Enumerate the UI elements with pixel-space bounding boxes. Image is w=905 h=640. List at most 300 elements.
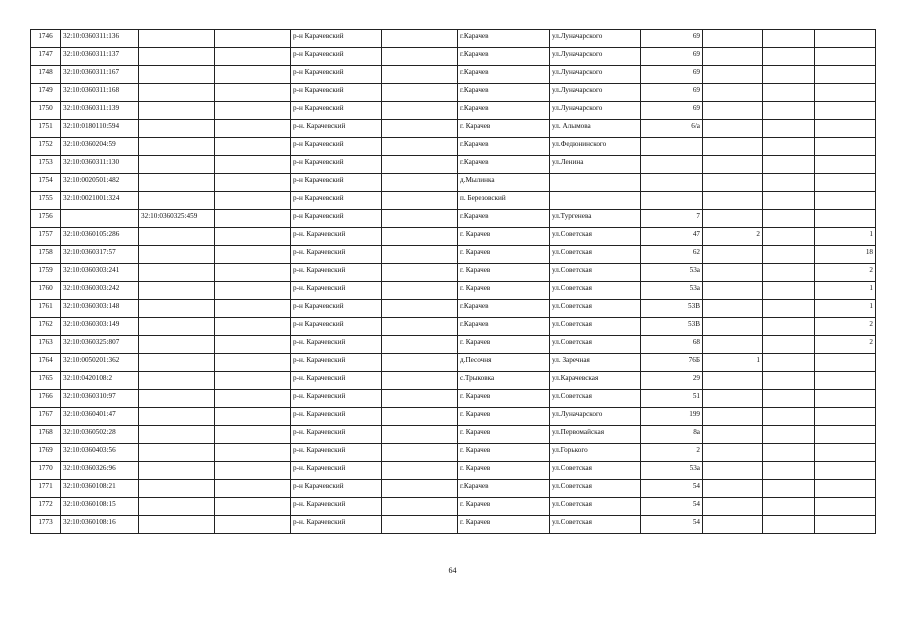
cell-col-6 [382,192,458,210]
cell-col-10 [703,300,763,318]
cell-col-4 [215,210,291,228]
table-row [31,282,876,300]
table-row [31,300,876,318]
cell-col-6 [382,66,458,84]
cell-cadastral-number-2 [139,228,215,246]
cell-cadastral-number: 32:10:0360403:56 [61,444,139,462]
table-row [31,516,876,534]
cell-col-10 [703,408,763,426]
cell-col-4 [215,102,291,120]
cell-col-10 [703,318,763,336]
cell-col-10 [703,48,763,66]
cell-town: г.Карачев [458,318,550,336]
cell-cadastral-number: 32:10:0360303:149 [61,318,139,336]
cell-record-number: 1757 [31,228,61,246]
cell-street: ул.Луначарского [550,30,641,48]
cell-house: 53а [641,462,703,480]
cell-cadastral-number: 32:10:0360325:807 [61,336,139,354]
cell-col-12: 2 [815,264,876,282]
cell-col-12 [815,462,876,480]
table-row [31,66,876,84]
table-row [31,408,876,426]
cell-col-11 [763,372,815,390]
cell-col-4 [215,426,291,444]
cell-street: ул.Луначарского [550,84,641,102]
cell-house: 53а [641,264,703,282]
cell-col-11 [763,264,815,282]
cell-col-11 [763,462,815,480]
registry-table-body [31,30,876,534]
cell-town: г. Карачев [458,120,550,138]
cell-col-12 [815,480,876,498]
cell-house: 69 [641,102,703,120]
cell-record-number: 1748 [31,66,61,84]
cell-district: р-н Карачевский [291,300,382,318]
table-row [31,390,876,408]
table-row [31,318,876,336]
cell-col-10 [703,246,763,264]
cell-cadastral-number-2 [139,174,215,192]
cell-town: г.Карачев [458,66,550,84]
cell-col-6 [382,174,458,192]
cell-street: ул.Советская [550,318,641,336]
cell-cadastral-number-2 [139,408,215,426]
table-row [31,462,876,480]
cell-district: р-н Карачевский [291,318,382,336]
table-row [31,156,876,174]
cell-cadastral-number-2 [139,516,215,534]
cell-record-number: 1749 [31,84,61,102]
cell-col-11 [763,498,815,516]
cell-district: р-н Карачевский [291,480,382,498]
cell-town: г. Карачев [458,462,550,480]
cell-col-11 [763,228,815,246]
cell-record-number: 1758 [31,246,61,264]
cell-col-6 [382,156,458,174]
cell-col-4 [215,408,291,426]
cell-col-6 [382,426,458,444]
cell-street: ул.Советская [550,390,641,408]
cell-cadastral-number: 32:10:0360303:241 [61,264,139,282]
cell-town: д.Мылинка [458,174,550,192]
cell-col-4 [215,480,291,498]
cell-house [641,192,703,210]
cell-col-6 [382,282,458,300]
cell-record-number: 1762 [31,318,61,336]
cell-district: р-н. Карачевский [291,408,382,426]
cell-cadastral-number-2 [139,156,215,174]
cell-col-6 [382,390,458,408]
cell-street: ул.Луначарского [550,48,641,66]
cell-district: р-н. Карачевский [291,354,382,372]
cell-street: ул.Луначарского [550,102,641,120]
cell-street: ул.Советская [550,480,641,498]
cell-cadastral-number: 32:10:0360311:130 [61,156,139,174]
cell-house: 54 [641,498,703,516]
cell-col-4 [215,462,291,480]
cell-district: р-н. Карачевский [291,336,382,354]
cell-town: г.Карачев [458,210,550,228]
cell-house: 68 [641,336,703,354]
cell-house: 69 [641,84,703,102]
cell-town: г.Карачев [458,48,550,66]
cell-col-12 [815,498,876,516]
cell-record-number: 1766 [31,390,61,408]
cell-street: ул.Советская [550,282,641,300]
cell-town: г. Карачев [458,516,550,534]
cell-col-4 [215,318,291,336]
cell-col-6 [382,246,458,264]
table-row [31,264,876,282]
cell-street: ул.Советская [550,462,641,480]
cell-col-11 [763,48,815,66]
cell-street: ул.Советская [550,228,641,246]
cell-col-12 [815,30,876,48]
cell-cadastral-number: 32:10:0050201:362 [61,354,139,372]
table-row [31,174,876,192]
cell-cadastral-number-2 [139,426,215,444]
cell-district: р-н. Карачевский [291,516,382,534]
cell-col-12 [815,210,876,228]
cell-cadastral-number-2 [139,354,215,372]
cell-col-10 [703,30,763,48]
cell-col-4 [215,444,291,462]
cell-district: р-н. Карачевский [291,282,382,300]
cell-col-6 [382,318,458,336]
cell-house: 47 [641,228,703,246]
cell-col-12 [815,120,876,138]
cell-district: р-н. Карачевский [291,246,382,264]
cell-col-4 [215,66,291,84]
cell-cadastral-number-2 [139,300,215,318]
table-row [31,84,876,102]
cell-record-number: 1764 [31,354,61,372]
cell-cadastral-number: 32:10:0360303:242 [61,282,139,300]
cell-house: 29 [641,372,703,390]
cell-town: г.Карачев [458,84,550,102]
cell-col-12: 1 [815,228,876,246]
table-row [31,30,876,48]
cell-col-12: 2 [815,336,876,354]
cell-col-6 [382,444,458,462]
cell-house: 199 [641,408,703,426]
cell-col-11 [763,282,815,300]
cell-town: г. Карачев [458,444,550,462]
cell-cadastral-number-2 [139,66,215,84]
cell-col-11 [763,120,815,138]
cell-col-12 [815,192,876,210]
cell-col-6 [382,372,458,390]
cell-house [641,174,703,192]
cell-district: р-н. Карачевский [291,462,382,480]
cell-town: п. Березовский [458,192,550,210]
cell-street: ул.Карачевская [550,372,641,390]
cell-col-11 [763,354,815,372]
cell-street: ул.Советская [550,516,641,534]
cell-district: р-н Карачевский [291,102,382,120]
table-row [31,120,876,138]
cell-street: ул.Советская [550,300,641,318]
cell-record-number: 1755 [31,192,61,210]
cell-district: р-н. Карачевский [291,426,382,444]
cell-col-4 [215,138,291,156]
cell-cadastral-number-2 [139,390,215,408]
cell-col-11 [763,426,815,444]
cell-col-4 [215,192,291,210]
cell-col-10 [703,498,763,516]
cell-house: 69 [641,48,703,66]
cell-house: 53В [641,318,703,336]
cell-cadastral-number-2 [139,192,215,210]
cell-street: ул.Советская [550,264,641,282]
cell-record-number: 1763 [31,336,61,354]
cell-col-11 [763,156,815,174]
cell-record-number: 1754 [31,174,61,192]
cell-col-6 [382,480,458,498]
table-row [31,246,876,264]
cell-col-12 [815,156,876,174]
cell-col-6 [382,516,458,534]
cell-col-12 [815,390,876,408]
cell-col-12 [815,372,876,390]
cell-district: р-н Карачевский [291,30,382,48]
cell-col-10 [703,138,763,156]
cell-col-12 [815,102,876,120]
cell-town: г. Карачев [458,264,550,282]
cell-house: 69 [641,30,703,48]
cell-col-4 [215,264,291,282]
cell-house: 51 [641,390,703,408]
cell-street: ул.Тургенева [550,210,641,228]
cell-house: 53В [641,300,703,318]
cell-cadastral-number-2 [139,246,215,264]
cell-col-10 [703,336,763,354]
cell-record-number: 1752 [31,138,61,156]
cell-col-4 [215,48,291,66]
cell-cadastral-number-2 [139,264,215,282]
cell-col-6 [382,462,458,480]
cell-col-12: 18 [815,246,876,264]
cell-col-10 [703,174,763,192]
cell-street: ул.Советская [550,336,641,354]
table-row [31,426,876,444]
cell-cadastral-number: 32:10:0360311:137 [61,48,139,66]
cell-cadastral-number: 32:10:0180110:594 [61,120,139,138]
cell-col-11 [763,138,815,156]
cell-district: р-н. Карачевский [291,372,382,390]
cell-col-4 [215,390,291,408]
cell-cadastral-number: 32:10:0360108:21 [61,480,139,498]
cell-col-11 [763,102,815,120]
cell-col-6 [382,264,458,282]
cell-cadastral-number-2 [139,282,215,300]
cell-col-10: 2 [703,228,763,246]
cell-col-12 [815,426,876,444]
cell-col-10 [703,372,763,390]
cell-col-10 [703,390,763,408]
cell-house: 2 [641,444,703,462]
cell-record-number: 1756 [31,210,61,228]
cell-col-11 [763,174,815,192]
cell-col-6 [382,138,458,156]
cell-col-6 [382,498,458,516]
cell-district: р-н Карачевский [291,156,382,174]
cell-street: ул.Советская [550,498,641,516]
cell-cadastral-number: 32:10:0360311:136 [61,30,139,48]
cell-col-11 [763,192,815,210]
cell-district: р-н. Карачевский [291,444,382,462]
cell-col-4 [215,156,291,174]
cell-town: г. Карачев [458,246,550,264]
cell-col-4 [215,516,291,534]
cell-record-number: 1750 [31,102,61,120]
cell-col-6 [382,408,458,426]
cell-street: ул.Федюнинского [550,138,641,156]
cell-col-10 [703,192,763,210]
table-row [31,228,876,246]
table-row [31,210,876,228]
cell-town: д.Песочня [458,354,550,372]
cell-house: 62 [641,246,703,264]
cell-col-11 [763,300,815,318]
cell-town: г. Карачев [458,336,550,354]
table-row [31,444,876,462]
cell-record-number: 1771 [31,480,61,498]
cell-record-number: 1761 [31,300,61,318]
cell-district: р-н. Карачевский [291,390,382,408]
cell-col-4 [215,372,291,390]
cell-col-6 [382,228,458,246]
cell-col-11 [763,30,815,48]
cell-col-4 [215,282,291,300]
cell-district: р-н Карачевский [291,66,382,84]
cell-col-4 [215,498,291,516]
cell-record-number: 1751 [31,120,61,138]
cell-town: г.Карачев [458,138,550,156]
cell-district: р-н Карачевский [291,192,382,210]
cell-street: ул.Советская [550,246,641,264]
cell-town: с.Трыковка [458,372,550,390]
cell-col-12: 2 [815,318,876,336]
cell-street: ул.Ленина [550,156,641,174]
cell-col-11 [763,246,815,264]
cell-col-10 [703,282,763,300]
cell-col-6 [382,336,458,354]
cell-house: 6/а [641,120,703,138]
cell-col-10 [703,462,763,480]
cell-cadastral-number: 32:10:0360401:47 [61,408,139,426]
cell-col-6 [382,210,458,228]
cell-record-number: 1760 [31,282,61,300]
cell-cadastral-number-2 [139,498,215,516]
cell-col-10 [703,102,763,120]
cell-record-number: 1768 [31,426,61,444]
cell-col-11 [763,390,815,408]
cell-cadastral-number: 32:10:0360303:148 [61,300,139,318]
cell-street [550,174,641,192]
cell-house: 69 [641,66,703,84]
cell-cadastral-number: 32:10:0360105:286 [61,228,139,246]
cell-town: г. Карачев [458,408,550,426]
cell-col-12 [815,516,876,534]
cell-town: г.Карачев [458,102,550,120]
cell-cadastral-number-2 [139,102,215,120]
cell-record-number: 1767 [31,408,61,426]
cell-house: 54 [641,516,703,534]
cell-col-4 [215,30,291,48]
cell-record-number: 1769 [31,444,61,462]
cell-town: г.Карачев [458,480,550,498]
cell-col-10: 1 [703,354,763,372]
cell-col-11 [763,210,815,228]
cell-town: г. Карачев [458,282,550,300]
cell-record-number: 1773 [31,516,61,534]
cell-col-12 [815,66,876,84]
cell-col-12: 1 [815,300,876,318]
table-row [31,354,876,372]
cell-col-10 [703,156,763,174]
cell-record-number: 1770 [31,462,61,480]
cell-street: ул.Луначарского [550,408,641,426]
cell-cadastral-number-2 [139,48,215,66]
cell-cadastral-number: 32:10:0360311:168 [61,84,139,102]
cell-district: р-н Карачевский [291,174,382,192]
cell-cadastral-number-2 [139,336,215,354]
cell-col-10 [703,444,763,462]
cell-district: р-н Карачевский [291,210,382,228]
cell-col-10 [703,210,763,228]
cell-col-4 [215,120,291,138]
cell-col-4 [215,174,291,192]
cell-col-6 [382,30,458,48]
cell-cadastral-number-2 [139,480,215,498]
table-row [31,336,876,354]
cell-town: г.Карачев [458,156,550,174]
cell-record-number: 1753 [31,156,61,174]
cell-col-10 [703,264,763,282]
cell-cadastral-number [61,210,139,228]
cell-col-12 [815,48,876,66]
cell-col-6 [382,102,458,120]
cell-col-12 [815,174,876,192]
table-row [31,192,876,210]
cell-col-4 [215,336,291,354]
cell-district: р-н. Карачевский [291,228,382,246]
cell-cadastral-number: 32:10:0021001:324 [61,192,139,210]
cell-town: г. Карачев [458,426,550,444]
cell-cadastral-number-2 [139,318,215,336]
cell-col-6 [382,84,458,102]
cell-town: г.Карачев [458,300,550,318]
cell-col-12 [815,354,876,372]
cell-cadastral-number: 32:10:0020501:482 [61,174,139,192]
cell-col-11 [763,318,815,336]
cell-col-10 [703,516,763,534]
cell-col-12 [815,138,876,156]
cell-col-6 [382,120,458,138]
cell-district: р-н. Карачевский [291,120,382,138]
cell-col-12 [815,84,876,102]
cell-col-4 [215,228,291,246]
cell-house [641,156,703,174]
cell-house: 54 [641,480,703,498]
cell-town: г. Карачев [458,228,550,246]
cell-cadastral-number-2 [139,138,215,156]
cell-cadastral-number: 32:10:0360311:139 [61,102,139,120]
cell-col-4 [215,354,291,372]
cell-col-10 [703,480,763,498]
cell-record-number: 1746 [31,30,61,48]
